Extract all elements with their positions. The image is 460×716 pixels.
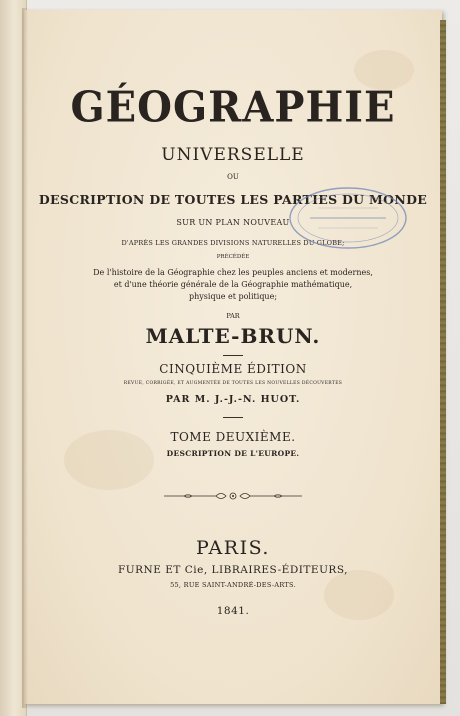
right-page-edge [440, 20, 446, 704]
book-title: GÉOGRAPHIE [70, 82, 396, 133]
spine-shadow [22, 8, 28, 708]
divider-rule [223, 417, 243, 418]
publication-city: PARIS. [196, 537, 270, 559]
par-label: PAR [226, 312, 240, 320]
editor-line: PAR M. J.-J.-N. HUOT. [165, 394, 301, 405]
publisher-line: FURNE ET Cie, LIBRAIRES-ÉDITEURS, [118, 564, 348, 576]
precedee-line: PRÉCÉDÉE [216, 254, 250, 260]
history-line-1: De l'histoire de la Géographie chez les peuples anciens et modernes, [93, 268, 373, 277]
plan-line: SUR UN PLAN NOUVEAU [176, 218, 290, 227]
history-line-3: physique et politique; [188, 292, 278, 301]
book-description: DESCRIPTION DE TOUTES LES PARTIES DU MONDE [38, 192, 428, 207]
publisher-address: 55, RUE SAINT-ANDRÉ-DES-ARTS. [170, 581, 296, 589]
title-page [24, 10, 442, 704]
author-name: MALTE-BRUN. [145, 324, 321, 348]
publication-year: 1841. [216, 605, 250, 617]
volume-subject: DESCRIPTION DE L'EUROPE. [166, 449, 300, 458]
history-line-2: et d'une théorie générale de la Géographie mathématique, [113, 280, 353, 289]
revision-note: REVUE, CORRIGÉE, ET AUGMENTÉE DE TOUTES LES NOUVELLES DÉCOUVERTES [123, 381, 343, 386]
edition-line: CINQUIÈME ÉDITION [159, 362, 307, 376]
divider-rule [223, 355, 243, 356]
conjunction-ou: OU [227, 173, 239, 181]
volume-line: TOME DEUXIÈME. [170, 430, 296, 444]
book-subtitle: UNIVERSELLE [161, 145, 305, 165]
title-page-text [24, 10, 442, 704]
divisions-line: D'APRÈS LES GRANDES DIVISIONS NATURELLES DU GLOBE; [121, 239, 345, 247]
library-stamp-icon [288, 186, 408, 250]
decorative-rule-icon [164, 490, 302, 502]
